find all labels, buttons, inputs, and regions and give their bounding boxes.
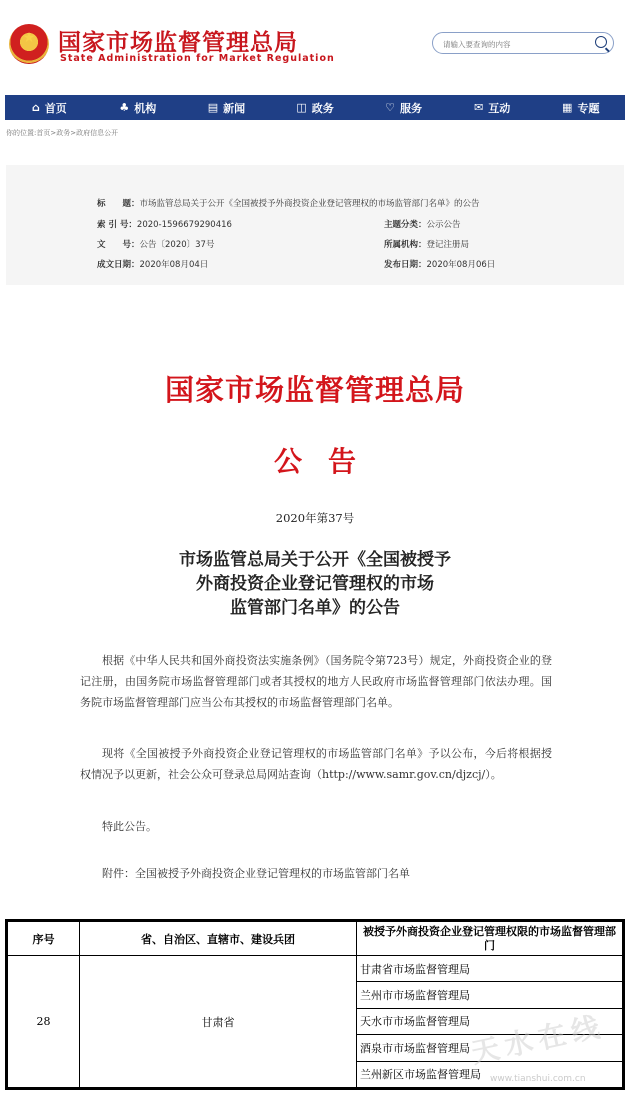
table-header-province: 省、自治区、直辖市、建设兵团 <box>80 922 357 956</box>
meta-published: 发布日期：2020年08月06日 <box>384 260 496 270</box>
nav-item-topic[interactable]: ▦ 专题 <box>562 101 600 115</box>
meta-category: 主题分类：公示公告 <box>384 220 461 230</box>
org-icon: ♣ <box>119 101 130 114</box>
department-table <box>5 919 625 1090</box>
meta-index: 索 引 号：2020-1596679290416 <box>97 220 232 230</box>
meta-created: 成文日期：2020年08月04日 <box>97 260 209 270</box>
search-input[interactable] <box>441 35 595 53</box>
news-icon: ▤ <box>207 101 219 114</box>
table-header-department: 被授予外商投资企业登记管理权限的市场监督管理部门 <box>357 922 623 956</box>
nav-item-home[interactable]: ⌂ 首页 <box>31 101 67 115</box>
main-nav <box>5 95 625 120</box>
table-cell-department: 天水市市场监督管理局 <box>357 1008 623 1034</box>
gov-icon: ◫ <box>296 101 307 114</box>
document-paragraph: 特此公告。 <box>102 820 157 833</box>
nav-item-news[interactable]: ▤ 新闻 <box>207 101 246 115</box>
table-cell-department: 兰州市市场监督管理局 <box>357 982 623 1008</box>
meta-info-box <box>6 165 624 285</box>
document-attachment: 附件：全国被授予外商投资企业登记管理权的市场监管部门名单 <box>102 867 410 880</box>
table-cell-department: 甘肃省市场监督管理局 <box>357 956 623 982</box>
site-header <box>0 0 630 92</box>
document-paragraph: 现将《全国被授予外商投资企业登记管理权的市场监管部门名单》予以公布，今后将根据授权情况予以更新，社会公众可登录总局网站查询（http://www.samr.gov.cn/djzcj/）。 <box>80 747 552 781</box>
watermark-text: 天水在线 <box>468 1009 609 1070</box>
national-emblem-icon: ★ <box>9 24 49 64</box>
table-header-no: 序号 <box>8 922 80 956</box>
table-cell-department: 兰州新区市场监督管理局 <box>357 1061 623 1087</box>
table-cell-no: 28 <box>8 956 80 1088</box>
meta-docno: 文 号：公告〔2020〕37号 <box>97 240 215 250</box>
nav-item-gov[interactable]: ◫ 政务 <box>296 101 334 115</box>
table-cell-province: 甘肃省 <box>80 956 357 1088</box>
document-type: 公告 <box>273 445 382 478</box>
chat-icon: ✉ <box>474 101 484 114</box>
document-issuer: 国家市场监督管理总局 <box>164 373 465 407</box>
watermark-url: www.tianshui.com.cn <box>490 1074 586 1084</box>
meta-agency: 所属机构：登记注册局 <box>384 240 470 250</box>
heart-icon: ♡ <box>385 101 396 114</box>
topic-icon: ▦ <box>562 101 573 114</box>
meta-title: 标 题：市场监管总局关于公开《全国被授予外商投资企业登记管理权的市场监管部门名单》的公告 <box>97 199 480 209</box>
table-cell-department: 酒泉市市场监督管理局 <box>357 1035 623 1061</box>
nav-item-service[interactable]: ♡ 服务 <box>385 101 423 115</box>
site-subtitle: State Administration for Market Regulation <box>60 53 335 64</box>
document-title: 市场监管总局关于公开《全国被授予 外商投资企业登记管理权的市场 监管部门名单》的公告 <box>179 550 451 618</box>
document-paragraph: 根据《中华人民共和国外商投资法实施条例》（国务院令第723号）规定，外商投资企业的登记注册，由国务院市场监督管理部门或者其授权的地方人民政府市场监督管理部门依法办理。国务院市场监督管理部门应当公布其授权的市场监督管理部门名单。 <box>80 654 552 709</box>
search-icon[interactable] <box>595 36 607 48</box>
breadcrumb[interactable]: 你的位置:首页>政务>政府信息公开 <box>6 129 119 137</box>
site-title[interactable]: 国家市场监督管理总局 <box>58 30 298 56</box>
search-box[interactable] <box>432 32 614 54</box>
home-icon: ⌂ <box>31 101 40 114</box>
nav-item-org[interactable]: ♣ 机构 <box>119 101 157 115</box>
document-number: 2020年第37号 <box>275 511 355 525</box>
nav-item-interact[interactable]: ✉ 互动 <box>474 101 511 115</box>
